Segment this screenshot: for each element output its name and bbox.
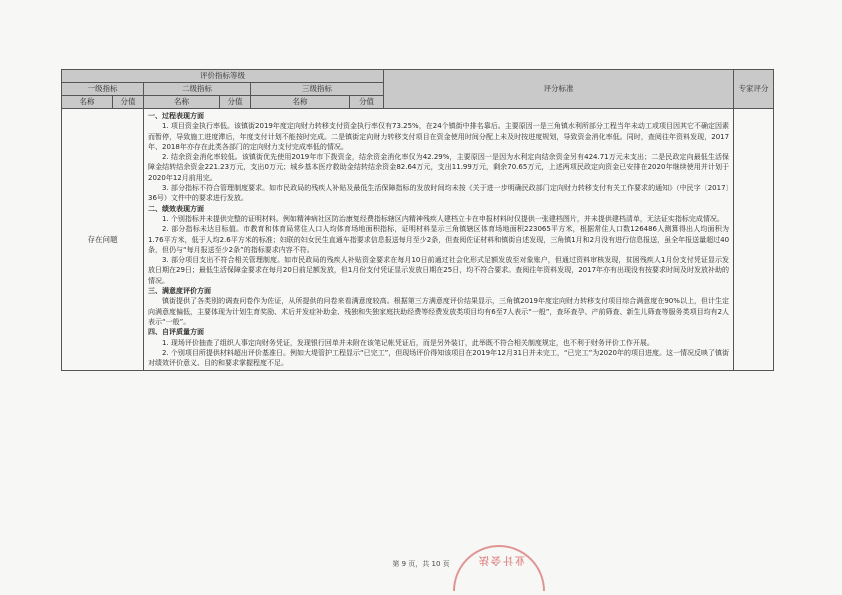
- paragraph: 1. 项目资金执行率低。该镇街2019年度定向财力转移支付资金执行率仅有73.25%，在24个镇街中排名靠后。主要原因一是三角镇水利所部分工程当年未动工或项目因其它不确定因素而暂停，导致施工进度滞后，年度支付计划不能按时完成。二是镇街定向财力转移支付项目在资金使用时间分配上未及时按进度规划，导致资金消化率低。同时，查阅往年资料发现，2017年、2018年亦存在此类各部门的定向财力支付完成率低的情况。: [148, 122, 730, 151]
- paragraph: 3. 部分指标不符合管理制度要求。如市民政局的残疾人补贴及最低生活保障指标的发放时间均未按《关于进一步明确民政部门定向财力转移支付有关工作要求的通知》（中民字〔2017〕36号）文件中的要求进行发放。: [148, 184, 730, 203]
- category-cell: 存在问题: [62, 109, 144, 371]
- paragraph: 1. 现场评价抽查了组织人事定向财务凭证，发现银行回单并未附在该笔记帐凭证后，而是另外装订，此举既不符合相关制度规定，也不利于财务评价工作开展。: [162, 338, 654, 347]
- level2-name-header: 名称: [144, 96, 220, 109]
- level3-name-header: 名称: [251, 96, 350, 109]
- problems-content: [144, 109, 734, 371]
- section-title: 二、绩效表现方面: [148, 204, 204, 213]
- section-satisfaction: [148, 286, 729, 327]
- problems-text: [148, 111, 729, 368]
- indicator-level-header: 评价指标等级: [62, 70, 384, 83]
- expert-score-cell: [734, 109, 774, 371]
- problems-row: [62, 109, 774, 371]
- paragraph: 3. 部分项目支出不符合相关管理制度。如市民政局的残疾人补贴资金要求在每月10日前通过社会化形式足额发放至对象账户，但通过资料审核发现，贫困残疾人1月份支付凭证显示发放日期在29日；最低生活保障金要求在每月20日前足额发放，但1月份支付凭证显示发放日期在25日，均不符合要求。查阅往年资料发现，2017年亦有出现没有按要求时间及时发放补助的情况。: [148, 256, 730, 285]
- page-number: 第 9 页，共 10 页: [392, 560, 450, 568]
- paragraph: 2. 部分指标未达目标值。市教育和体育局常住人口人均体育场地面积指标，证明材料显示三角镇辖区体育场地面积223065平方米，根据常住人口数126486人测算得出人均面积为1.76平方米，低于人均2.6平方米的标准；妇联的妇女民生直通车指要求信息报送每月至少2条，但查阅佐证材料和镇街自述发现，三角镇1月和2月没有进行信息报送，虽全年报送量超过40条，但仍与“每月报送至少2条”的指标要求内容不符。: [148, 225, 730, 254]
- level2-header: 二级指标: [144, 83, 251, 96]
- paragraph: 2. 个别项目所提供材料超出评价基准日。例如大堤管护工程显示“已完工”，但现场评价得知该项目在2019年12月31日并未完工，“已完工”为2020年的项目进度。这一情况反映了镇街对绩效评价意义、目的和要求掌握程度不足。: [148, 348, 730, 368]
- paragraph: 1. 个别指标并未提供完整的证明材料。例如精神病社区防治康复经费指标辖区内精神残疾人建档立卡在申报材料时仅提供一张建档图片，并未提供建档清单，无法证实指标完成情况。: [162, 214, 724, 223]
- level1-score-header: 分值: [113, 96, 144, 109]
- section-process: [148, 111, 729, 204]
- paragraph: 2. 结余资金消化率较低。该镇街优先使用2019年市下拨资金，结余资金消化率仅为42.29%，主要原因一是因为水利定向结余资金另有424.71万元未支出；二是民政定向最低生活保障金结转结余资金221.23万元，支出0万元；城乡基本医疗救助金结转结余资金82.64万元，支出11.99万元，剩余70.65万元，上述两项民政定向资金已安排在2020年继续使用并计划于2020年12月前用完。: [148, 153, 730, 182]
- level3-header: 三级指标: [251, 83, 384, 96]
- level3-score-header: 分值: [350, 96, 384, 109]
- level1-header: 一级指标: [62, 83, 144, 96]
- level2-score-header: 分值: [220, 96, 251, 109]
- section-title: 四、自评质量方面: [148, 328, 204, 337]
- expert-score-header: 专家评分: [734, 70, 774, 109]
- section-self-evaluation: [148, 327, 729, 368]
- level1-name-header: 名称: [62, 96, 113, 109]
- section-title: 三、满意度评价方面: [148, 287, 211, 296]
- scoring-standard-header: 评分标准: [384, 70, 734, 109]
- seal-text: 业计会法: [477, 554, 525, 565]
- section-title: 一、过程表现方面: [148, 112, 204, 120]
- section-performance: [148, 204, 729, 286]
- paragraph: 镇街提供了各类别的调查问卷作为佐证，从所提供的问卷来看满意度较高。根据第三方满意度评价结果显示，三角镇2019年度定向财力转移支付项目综合满意度在90%以上，但计生定向满意度偏低，主要体现为计划生育奖励、术后并发症补助金、残独和失独家庭扶助经费等经费发放类项目均有6至7人表示“一般”，查环查孕、产前筛查、新生儿筛查等服务类项目均有2人表示“一般”。: [148, 297, 730, 326]
- header-row-1: [62, 70, 774, 83]
- evaluation-table: [61, 69, 774, 371]
